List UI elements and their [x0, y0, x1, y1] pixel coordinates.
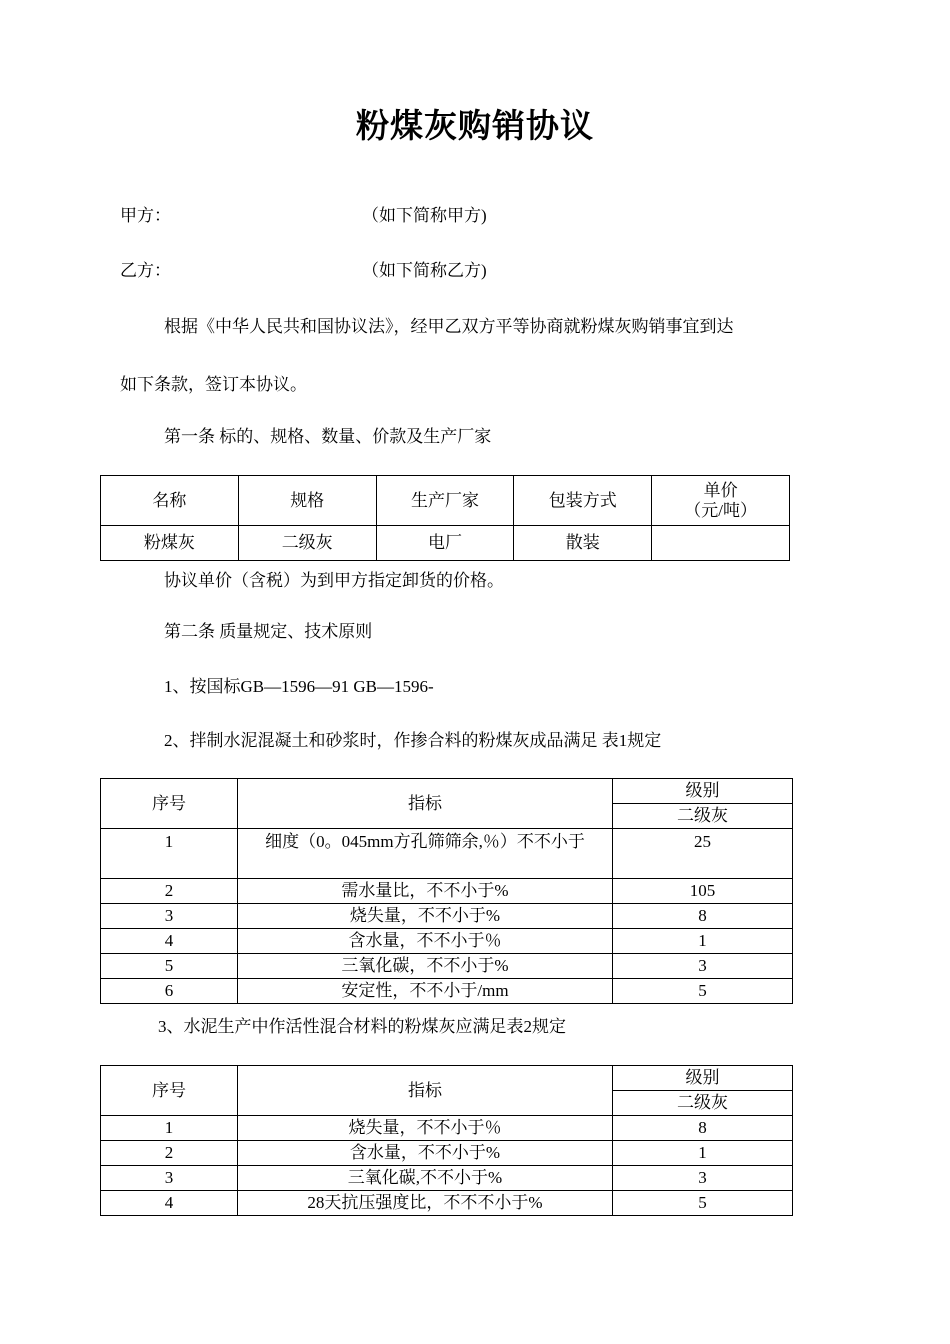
cell-value: 1	[613, 929, 793, 954]
cell-value: 1	[613, 1141, 793, 1166]
header-grade-sub: 二级灰	[613, 1091, 793, 1116]
cell-packaging: 散装	[514, 526, 652, 561]
cell-index: 安定性，不不小于/mm	[238, 979, 613, 1004]
cell-no: 4	[101, 1191, 238, 1216]
cell-index: 含水量，不不小于%	[238, 1141, 613, 1166]
cell-unit-price	[652, 526, 790, 561]
party-b-note: （如下简称乙方)	[362, 261, 487, 280]
cell-no: 6	[101, 979, 238, 1004]
header-no: 序号	[101, 779, 238, 829]
cell-no: 2	[101, 1141, 238, 1166]
cell-index: 细度（0。045mm方孔筛筛余,％）不不小于	[238, 829, 613, 879]
table-row	[101, 879, 793, 904]
cell-value: 25	[613, 829, 793, 879]
party-b-label: 乙方：	[120, 261, 171, 280]
intro-paragraph-line1: 根据《中华人民共和国协议法》，经甲乙双方平等协商就粉煤灰购销事宜到达	[164, 317, 734, 336]
cell-spec: 二级灰	[238, 526, 376, 561]
item-1: 1、按国标GB—1596—91 GB—1596-	[164, 677, 434, 696]
cell-value: 3	[613, 1166, 793, 1191]
intro-paragraph-line2: 如下条款，签订本协议。	[120, 375, 307, 394]
header-index: 指标	[238, 1066, 613, 1116]
table-row	[101, 1116, 793, 1141]
cell-value: 8	[613, 1116, 793, 1141]
party-a-label: 甲方：	[120, 206, 171, 225]
cell-index: 烧失量，不不小于%	[238, 904, 613, 929]
table-row	[101, 1141, 793, 1166]
header-unit-price-unit: （元/吨）	[684, 500, 757, 520]
article-1-heading: 第一条 标的、规格、数量、价款及生产厂家	[164, 427, 492, 446]
header-no: 序号	[101, 1066, 238, 1116]
cell-manufacturer: 电厂	[376, 526, 514, 561]
table-row	[101, 929, 793, 954]
cell-value: 5	[613, 1191, 793, 1216]
table-row	[101, 1166, 793, 1191]
quality-table-2	[100, 1065, 793, 1216]
header-unit-price	[652, 476, 790, 526]
party-a-note: （如下简称甲方)	[362, 206, 487, 225]
header-index: 指标	[238, 779, 613, 829]
table-row	[101, 979, 793, 1004]
price-note: 协议单价（含税）为到甲方指定卸货的价格。	[164, 571, 504, 590]
document-title: 粉煤灰购销协议	[356, 109, 594, 145]
cell-no: 3	[101, 904, 238, 929]
cell-index: 烧失量，不不小于％	[238, 1116, 613, 1141]
item-3: 3、水泥生产中作活性混合材料的粉煤灰应满足表2规定	[158, 1017, 566, 1036]
header-packaging: 包装方式	[514, 476, 652, 526]
cell-index: 需水量比，不不小于%	[238, 879, 613, 904]
cell-value: 8	[613, 904, 793, 929]
table-row	[101, 904, 793, 929]
cell-index: 三氧化碳,不不小于%	[238, 1166, 613, 1191]
table-row	[101, 1191, 793, 1216]
cell-no: 1	[101, 1116, 238, 1141]
cell-name: 粉煤灰	[101, 526, 239, 561]
header-grade: 级别	[613, 779, 793, 804]
item-2: 2、拌制水泥混凝土和砂浆时，作掺合料的粉煤灰成品满足 表1规定	[164, 731, 662, 750]
table-row	[101, 526, 790, 561]
cell-no: 5	[101, 954, 238, 979]
spec-table	[100, 475, 790, 561]
cell-no: 4	[101, 929, 238, 954]
header-grade: 级别	[613, 1066, 793, 1091]
cell-no: 2	[101, 879, 238, 904]
header-spec: 规格	[238, 476, 376, 526]
cell-value: 3	[613, 954, 793, 979]
article-2-heading: 第二条 质量规定、技术原则	[164, 622, 373, 641]
header-name: 名称	[101, 476, 239, 526]
header-grade-sub: 二级灰	[613, 804, 793, 829]
cell-value: 105	[613, 879, 793, 904]
table-row	[101, 954, 793, 979]
cell-no: 1	[101, 829, 238, 879]
cell-value: 5	[613, 979, 793, 1004]
quality-table-1	[100, 778, 793, 1004]
cell-index: 28天抗压强度比，不不不小于%	[238, 1191, 613, 1216]
cell-index: 三氧化碳，不不小于%	[238, 954, 613, 979]
cell-no: 3	[101, 1166, 238, 1191]
header-unit-price-label: 单价	[703, 480, 738, 500]
header-manufacturer: 生产厂家	[376, 476, 514, 526]
table-row	[101, 829, 793, 879]
cell-index: 含水量，不不小于％	[238, 929, 613, 954]
